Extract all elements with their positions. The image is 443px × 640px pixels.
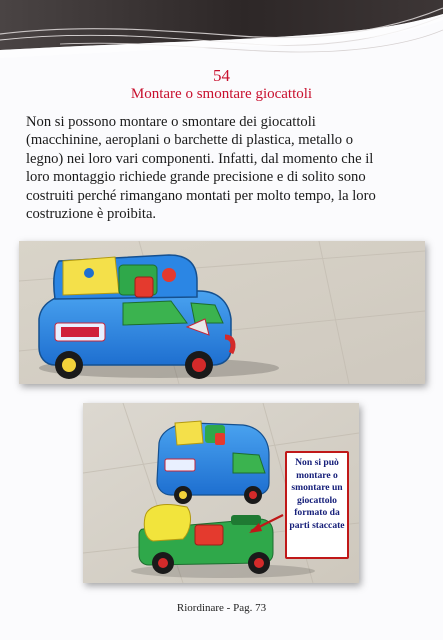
body-line: loro montaggio richiede grande precisione e di solito sono [26, 169, 366, 186]
callout-line: montare o [296, 469, 338, 481]
callout-line: formato da [294, 507, 340, 519]
toy-disassembled-photo [83, 403, 359, 583]
body-line: (macchinine, aeroplani o barchette di plastica, metallo o [26, 132, 354, 149]
body-line: costruiti perché rimangano montati per molto tempo, la loro [26, 187, 376, 204]
page-number: 54 [213, 66, 230, 85]
body-paragraph [26, 113, 418, 223]
callout-line: giocattolo [297, 494, 337, 506]
callout-line: parti staccate [289, 519, 345, 531]
callout-line: Non si può [295, 457, 339, 468]
photo-callout [285, 451, 349, 559]
page-footer: Riordinare - Pag. 73 [176, 602, 267, 614]
callout-line: smontare un [291, 482, 343, 494]
page-title: Montare o smontare giocattoli [130, 86, 313, 102]
header-decoration [0, 0, 443, 72]
toy-car-photo [19, 241, 425, 384]
body-line: Non si possono montare o smontare dei giocattoli [26, 114, 316, 130]
body-line: legno) nei loro vari componenti. Infatti, dal momento che il [26, 150, 374, 167]
body-line: costruzione è proibita. [26, 206, 157, 223]
